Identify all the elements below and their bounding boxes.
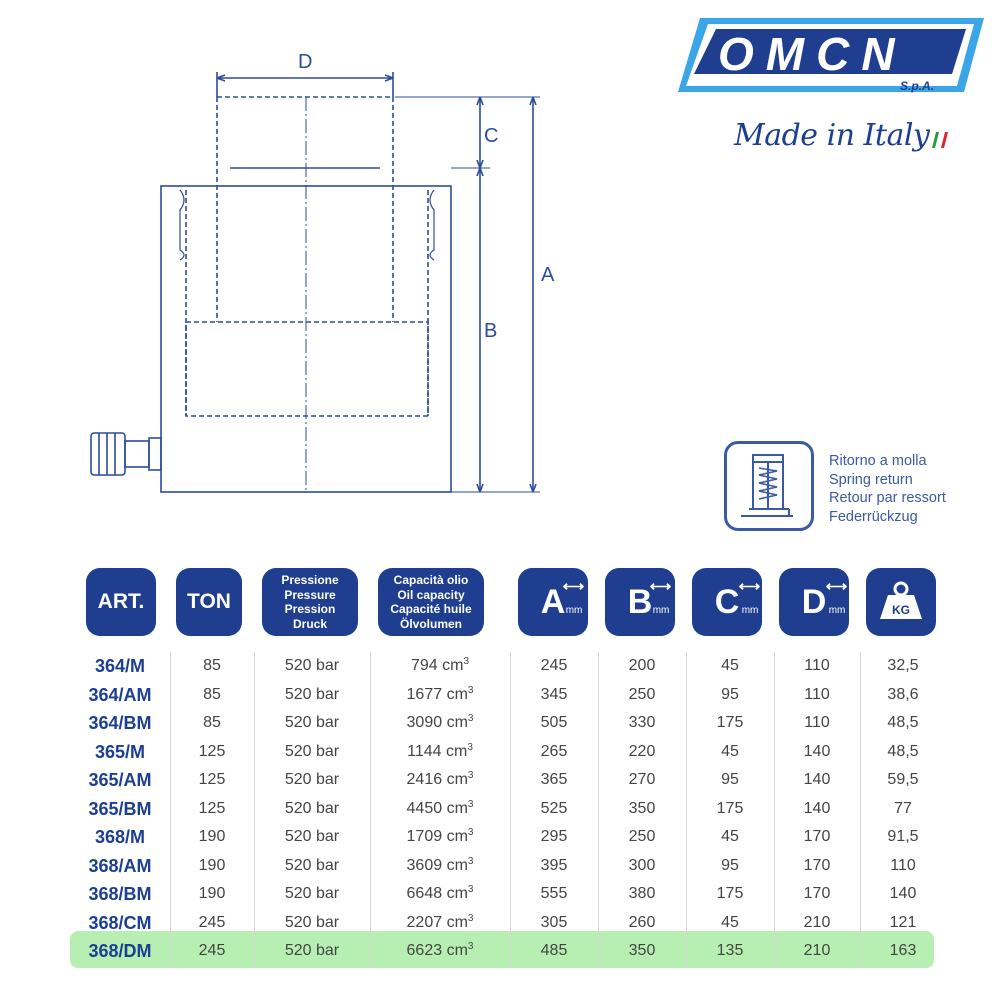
header-pressure [262,568,358,636]
double-arrow-icon: ⟷ [825,577,848,595]
dim-label-d: D [298,51,313,73]
cell-ton: 245 [198,942,226,959]
cell-oil [370,652,510,681]
header-a-unit: mm [565,604,583,616]
table-row [0,766,1000,795]
cell-b: 260 [628,913,656,931]
cell-ton: 190 [198,885,226,902]
cell-b: 350 [628,942,656,959]
cell-oil [370,795,510,824]
header-b-letter: B [627,582,653,621]
cell-art: 364/M [94,656,146,676]
cell-ton: 125 [198,742,226,760]
cell-ton: 125 [198,799,226,817]
cell-oil [370,823,510,852]
cell-d: 110 [804,714,830,731]
cell-c: 45 [721,657,739,674]
oil-value: 1709 cm [406,828,468,845]
cell-ton: 85 [203,657,221,674]
cell-art: 368/BM [88,884,152,904]
oil-value: 3609 cm [406,856,468,874]
cell-c: 175 [716,714,744,731]
cell-art: 368/DM [88,941,152,961]
cell-c: 135 [716,942,744,959]
cell-c: 175 [716,885,744,902]
table-row [0,852,1000,881]
header-pressure-de: Druck [292,616,327,631]
cell-kg: 91,5 [887,828,919,845]
cell-art: 368/M [94,827,146,847]
cell-pressure: 520 bar [284,942,340,959]
cell-pressure: 520 bar [284,913,340,931]
cubic-superscript: 3 [467,713,474,724]
header-c-letter: C [714,582,740,621]
cell-c: 95 [721,856,739,874]
cell-oil [370,766,510,795]
cell-d: 110 [804,657,830,674]
double-arrow-icon: ⟷ [562,577,585,595]
cell-c: 95 [721,771,739,788]
cubic-superscript: 3 [467,798,474,810]
dim-label-a: A [541,264,555,286]
cell-a: 395 [540,856,568,874]
cell-pressure: 520 bar [284,799,340,817]
cell-d: 170 [803,828,831,845]
header-a-letter: A [540,582,566,621]
cubic-superscript: 3 [467,684,474,696]
table-row [0,709,1000,738]
table-row [0,823,1000,852]
header-ton: TON [176,568,242,636]
cell-b: 270 [628,771,656,788]
cell-c: 45 [721,742,739,760]
spring-label-de: Federrückzug [829,508,918,525]
double-arrow-icon: ⟷ [649,577,672,595]
cell-pressure: 520 bar [284,657,340,674]
cell-kg: 121 [889,913,917,931]
cell-art: 365/M [94,741,146,762]
cell-b: 250 [628,685,656,703]
table-row [0,795,1000,824]
cell-art: 368/CM [88,912,152,933]
cell-kg: 140 [889,885,917,902]
cell-c: 95 [721,685,739,703]
table-row [0,681,1000,710]
header-d-unit: mm [828,604,846,616]
cell-pressure: 520 bar [284,771,340,788]
cell-d: 170 [803,885,831,902]
cell-pressure: 520 bar [284,828,340,845]
spring-return-labels [829,452,946,526]
cell-art: 364/BM [88,713,152,733]
cell-oil [370,681,510,710]
cell-art: 364/AM [88,684,152,705]
header-b [605,568,675,636]
table-row [0,909,1000,938]
cell-a: 485 [540,942,568,959]
cell-ton: 190 [198,856,226,874]
italian-flag-icon [928,128,952,152]
cell-art: 365/BM [88,798,152,819]
cubic-superscript: 3 [463,656,470,667]
header-oil-capacity [378,568,484,636]
spring-label-it: Ritorno a molla [829,453,927,469]
cell-d: 140 [803,799,831,817]
double-arrow-icon: ⟷ [738,577,761,595]
cell-kg: 48,5 [887,742,919,760]
cell-oil [370,937,510,966]
cell-pressure: 520 bar [284,742,340,760]
oil-value: 4450 cm [406,799,468,817]
oil-value: 3090 cm [406,714,468,731]
cell-d: 110 [804,685,830,703]
cell-b: 380 [628,885,656,902]
cell-d: 210 [803,913,831,931]
cell-oil [370,909,510,938]
cell-a: 245 [540,657,568,674]
cell-d: 140 [803,742,831,760]
cell-kg: 110 [890,856,916,874]
cell-kg: 38,6 [887,685,919,703]
header-c [692,568,762,636]
header-weight-label: KG [892,603,910,617]
cell-pressure: 520 bar [284,856,340,874]
cell-b: 300 [628,856,656,874]
cell-pressure: 520 bar [284,714,340,731]
cell-kg: 77 [894,799,912,817]
oil-value: 1677 cm [406,685,468,703]
header-oil-it: Capacità olio [393,573,469,587]
header-oil-de: Ölvolumen [399,616,462,631]
cell-a: 525 [540,799,568,817]
cell-pressure: 520 bar [284,885,340,902]
header-pressure-en: Pressure [284,587,336,602]
svg-text:S.p.A.: S.p.A. [900,79,935,93]
cell-oil [370,738,510,767]
oil-value: 2416 cm [406,771,468,788]
header-c-unit: mm [741,604,759,616]
spring-return-icon [724,441,814,531]
table-row [0,937,1000,966]
header-pressure-it: Pressione [281,573,339,587]
cell-a: 555 [540,885,568,902]
cell-a: 265 [540,742,568,760]
table-row [0,738,1000,767]
header-d [779,568,849,636]
spring-label-fr: Retour par ressort [829,490,946,506]
header-b-unit: mm [652,604,670,616]
made-in-italy-tagline: Made in Italy [734,118,930,153]
cell-ton: 190 [198,828,226,845]
cell-d: 210 [803,942,831,959]
table-row [0,652,1000,681]
weight-icon [876,577,926,627]
cell-a: 505 [540,714,568,731]
cell-oil [370,852,510,881]
header-weight [866,568,936,636]
cell-c: 45 [721,828,739,845]
cell-art: 368/AM [88,855,152,876]
cell-oil [370,880,510,909]
svg-text:OMCN: OMCN [718,28,907,80]
cubic-superscript: 3 [467,770,474,781]
cubic-superscript: 3 [467,912,474,924]
cell-d: 170 [803,856,831,874]
table-row [0,880,1000,909]
cubic-superscript: 3 [467,827,474,838]
header-oil-fr: Capacité huile [390,602,472,616]
cell-a: 345 [540,685,568,703]
cell-b: 250 [628,828,656,845]
dim-label-c: C [484,125,499,147]
cell-b: 350 [628,799,656,817]
cell-kg: 32,5 [887,657,919,674]
cell-ton: 85 [203,714,221,731]
cell-art: 365/AM [88,770,152,790]
cubic-superscript: 3 [467,941,474,952]
cubic-superscript: 3 [467,855,474,867]
cell-a: 295 [540,828,568,845]
cell-a: 365 [540,771,568,788]
oil-value: 794 cm [410,657,464,674]
cell-c: 45 [721,913,739,931]
cubic-superscript: 3 [467,884,474,895]
cell-kg: 163 [889,942,917,959]
cell-b: 200 [628,657,656,674]
header-d-letter: D [801,582,827,621]
cell-ton: 85 [203,685,221,703]
cell-c: 175 [716,799,744,817]
cell-kg: 48,5 [887,714,919,731]
header-oil-en: Oil capacity [397,587,465,602]
cell-ton: 125 [198,771,226,788]
oil-value: 2207 cm [406,913,468,931]
cell-d: 140 [803,771,831,788]
cell-a: 305 [540,913,568,931]
cell-pressure: 520 bar [284,685,340,703]
cell-ton: 245 [198,913,226,931]
spring-label-en: Spring return [829,471,913,488]
oil-value: 6648 cm [406,885,468,902]
oil-value: 6623 cm [406,942,468,959]
cell-oil [370,709,510,738]
cell-b: 330 [628,714,656,731]
header-art: ART. [86,568,156,636]
cubic-superscript: 3 [467,741,473,753]
cell-kg: 59,5 [887,771,919,788]
omcn-logo [678,16,984,94]
header-pressure-fr: Pression [284,602,336,616]
cell-b: 220 [628,742,656,760]
dim-label-b: B [484,320,498,342]
oil-value: 1144 cm [407,742,468,760]
header-a [518,568,588,636]
